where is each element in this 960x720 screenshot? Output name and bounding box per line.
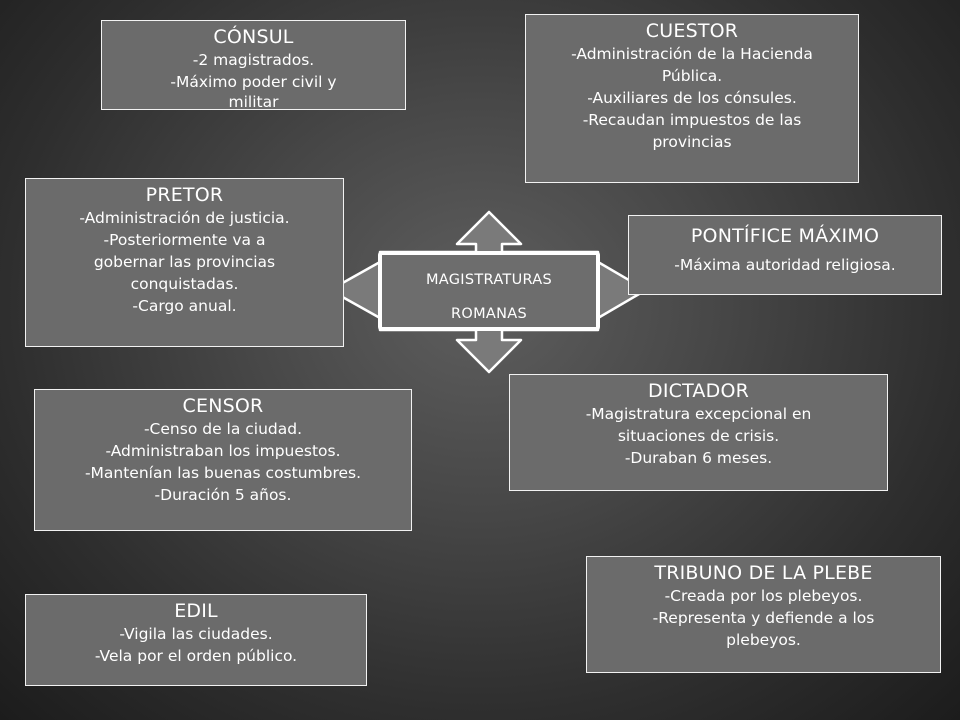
card-censor-line: -Duración 5 años. [154, 486, 292, 504]
card-consul-line: -2 magistrados. [192, 51, 315, 69]
card-pretor-title: PRETOR [145, 184, 224, 206]
card-dictador-line: situaciones de crisis. [617, 427, 780, 445]
card-edil-line: -Vela por el orden público. [94, 647, 298, 665]
card-pretor-line: conquistadas. [130, 275, 239, 293]
card-cuestor-line: Pública. [661, 67, 723, 85]
card-cuestor-line: -Recaudan impuestos de las [582, 111, 802, 129]
card-pontifice-title: PONTÍFICE MÁXIMO [690, 225, 880, 247]
card-pretor-line: -Posteriormente va a [103, 231, 266, 249]
card-consul [101, 20, 406, 110]
card-pretor-line: -Administración de justicia. [79, 209, 290, 227]
card-consul-line: militar [228, 93, 279, 110]
card-consul-title: CÓNSUL [213, 26, 294, 48]
center-magistraturas-box [378, 251, 600, 331]
card-tribuno-plebe [586, 556, 941, 673]
card-dictador-title: DICTADOR [647, 380, 750, 402]
card-edil-title: EDIL [174, 600, 218, 622]
card-consul-line: -Máximo poder civil y [170, 73, 337, 91]
card-censor-line: -Mantenían las buenas costumbres. [84, 464, 362, 482]
card-tribuno-line: -Creada por los plebeyos. [664, 587, 863, 605]
card-tribuno-title: TRIBUNO DE LA PLEBE [654, 562, 873, 584]
card-cuestor-line: -Administración de la Hacienda [571, 45, 813, 63]
card-dictador-line: -Magistratura excepcional en [585, 405, 812, 423]
card-dictador [509, 374, 888, 491]
card-pretor [25, 178, 344, 347]
card-cuestor-line: -Auxiliares de los cónsules. [587, 89, 797, 107]
card-censor-title: CENSOR [182, 395, 264, 417]
card-censor-line: -Administraban los impuestos. [105, 442, 341, 460]
card-censor-line: -Censo de la ciudad. [143, 420, 303, 438]
card-pontifice-maximo [628, 215, 942, 295]
card-dictador-line: -Duraban 6 meses. [624, 449, 773, 467]
card-tribuno-line: plebeyos. [726, 631, 801, 649]
card-cuestor-line: provincias [652, 133, 732, 151]
card-cuestor [525, 14, 859, 183]
center-title-line2: ROMANAS [451, 306, 527, 322]
card-cuestor-title: CUESTOR [645, 20, 739, 42]
card-censor [34, 389, 412, 531]
card-tribuno-line: -Representa y defiende a los [652, 609, 875, 627]
card-pretor-line: -Cargo anual. [132, 297, 237, 315]
card-edil [25, 594, 367, 686]
card-pontifice-line: -Máxima autoridad religiosa. [674, 256, 896, 274]
center-title-line1: MAGISTRATURAS [425, 272, 552, 288]
card-pretor-line: gobernar las provincias [93, 253, 276, 271]
card-edil-line: -Vigila las ciudades. [119, 625, 273, 643]
